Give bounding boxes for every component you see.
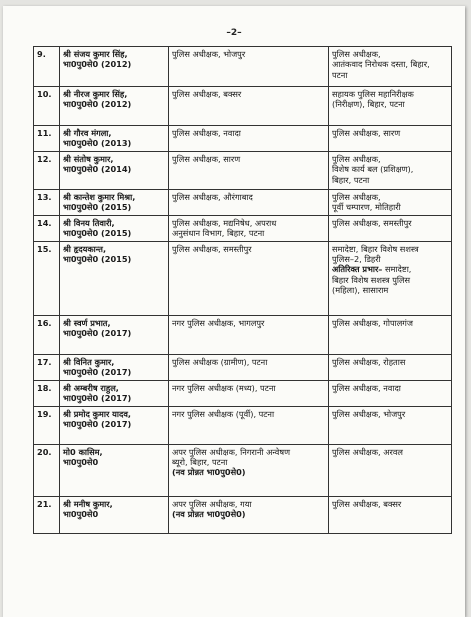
current-posting-line: पुलिस अधीक्षक, समस्तीपुर [172, 243, 252, 254]
new-posting [329, 151, 452, 189]
new-posting-line: पुलिस अधीक्षक, [332, 153, 381, 164]
table-row [34, 380, 452, 406]
new-posting [329, 215, 452, 241]
promotion-note: (नव प्रोन्नत भा0पु0से0) [172, 467, 246, 478]
officer-batch: भा0पु0से0 (2017) [63, 419, 132, 430]
new-posting-line: विशेष कार्य बल (प्रशिक्षण), [332, 164, 414, 175]
new-posting-line: समादेष्टा, बिहार विशेष सशस्त्र [332, 243, 419, 254]
serial-number: 15. [34, 241, 60, 315]
new-posting [329, 126, 452, 152]
table-row [34, 496, 452, 533]
new-posting-line: पुलिस अधीक्षक, नवादा [332, 382, 401, 393]
current-posting [169, 444, 329, 496]
officer-cell [60, 215, 169, 241]
serial-number: 13. [34, 189, 60, 215]
current-posting-line: नगर पुलिस अधीक्षक (मध्य), पटना [172, 382, 276, 393]
new-posting-line: पुलिस अधीक्षक, सारण [332, 128, 401, 138]
current-posting-line: पुलिस अधीक्षक, औरंगाबाद [172, 191, 253, 202]
additional-charge-line: (महिला), सासाराम [332, 285, 389, 296]
serial-number: 11. [34, 126, 60, 152]
current-posting [169, 315, 329, 354]
current-posting [169, 47, 329, 87]
new-posting-line: पटना [332, 69, 348, 80]
new-posting-line: आतंकवाद निरोधक दस्ता, बिहार, [332, 59, 430, 70]
officer-batch: भा0पु0से0 (2017) [63, 367, 132, 378]
officer-name: श्री अम्बरीष राहुल, [63, 382, 119, 393]
new-posting [329, 241, 452, 315]
officer-batch: भा0पु0से0 (2015) [63, 202, 132, 213]
officer-cell [60, 47, 169, 87]
table-row [34, 241, 452, 315]
officer-name: श्री विनित कुमार, [63, 356, 115, 367]
officer-name: श्री नीरज कुमार सिंह, [63, 89, 128, 99]
serial-number: 9. [34, 47, 60, 87]
officer-batch: भा0पु0से0 [63, 509, 99, 520]
officer-name: श्री हृदयकान्त, [63, 243, 107, 254]
current-posting [169, 126, 329, 152]
new-posting-line: पुलिस अधीक्षक, भोजपुर [332, 408, 406, 419]
officer-name: श्री प्रमोद कुमार यादव, [63, 408, 132, 419]
current-posting-line: नगर पुलिस अधीक्षक (पूर्वी), पटना [172, 408, 275, 419]
officer-cell [60, 241, 169, 315]
new-posting-line: पुलिस अधीक्षक, [332, 191, 381, 202]
new-posting [329, 189, 452, 215]
serial-number: 14. [34, 215, 60, 241]
current-posting-line: नगर पुलिस अधीक्षक, भागलपुर [172, 317, 265, 328]
additional-charge-text: समादेष्टा, [382, 264, 412, 275]
officer-cell [60, 406, 169, 444]
current-posting-line: अनुसंधान विभाग, बिहार, पटना [172, 228, 265, 239]
current-posting-line: अपर पुलिस अधीक्षक, निगरानी अन्वेषण [172, 446, 291, 457]
new-posting [329, 47, 452, 87]
officer-cell [60, 151, 169, 189]
current-posting-line: पुलिस अधीक्षक, नवादा [172, 128, 241, 138]
officer-batch: भा0पु0से0 (2013) [63, 138, 132, 149]
officer-name: श्री मनीष कुमार, [63, 498, 113, 509]
new-posting [329, 380, 452, 406]
current-posting [169, 151, 329, 189]
officer-cell [60, 315, 169, 354]
officer-name: श्री विनय तिवारी, [63, 217, 115, 228]
officer-cell [60, 496, 169, 533]
table-row [34, 87, 452, 126]
officer-batch: भा0पु0से0 (2012) [63, 99, 132, 110]
new-posting [329, 354, 452, 380]
new-posting-line: सहायक पुलिस महानिरीक्षक [332, 89, 414, 99]
table-row [34, 189, 452, 215]
new-posting-line: पुलिस अधीक्षक, समस्तीपुर [332, 217, 412, 228]
table-row [34, 151, 452, 189]
officer-name: श्री संतोष कुमार, [63, 153, 114, 164]
transfer-table [33, 46, 452, 534]
document-page [3, 6, 465, 617]
table-row [34, 444, 452, 496]
officer-batch: भा0पु0से0 (2015) [63, 228, 132, 239]
table-row [34, 215, 452, 241]
new-posting-line: बिहार, पटना [332, 174, 370, 185]
current-posting-line: ब्यूरो, बिहार, पटना [172, 457, 228, 468]
new-posting-line: पूर्वी चम्पारण, मोतिहारी [332, 202, 401, 213]
current-posting [169, 496, 329, 533]
officer-batch: भा0पु0से0 (2017) [63, 328, 132, 339]
table-row [34, 354, 452, 380]
serial-number: 18. [34, 380, 60, 406]
current-posting [169, 241, 329, 315]
current-posting-line: पुलिस अधीक्षक, बक्सर [172, 89, 242, 99]
page-number: –2– [226, 28, 242, 38]
officer-cell [60, 87, 169, 126]
new-posting-line: (निरीक्षण), बिहार, पटना [332, 99, 405, 110]
officer-batch: भा0पु0से0 (2014) [63, 164, 132, 175]
officer-cell [60, 444, 169, 496]
officer-cell [60, 126, 169, 152]
new-posting [329, 406, 452, 444]
officer-cell [60, 189, 169, 215]
serial-number: 10. [34, 87, 60, 126]
new-posting-line: पुलिस–2, डिहरी [332, 254, 381, 265]
current-posting-line: पुलिस अधीक्षक (ग्रामीण), पटना [172, 356, 268, 367]
current-posting [169, 354, 329, 380]
serial-number: 17. [34, 354, 60, 380]
current-posting [169, 189, 329, 215]
serial-number: 21. [34, 496, 60, 533]
new-posting [329, 315, 452, 354]
officer-name: मो0 कासिम, [63, 446, 103, 457]
serial-number: 19. [34, 406, 60, 444]
officer-cell [60, 380, 169, 406]
serial-number: 20. [34, 444, 60, 496]
current-posting [169, 215, 329, 241]
officer-batch: भा0पु0से0 (2015) [63, 254, 132, 265]
new-posting-line: पुलिस अधीक्षक, [332, 49, 381, 59]
current-posting-line: पुलिस अधीक्षक, सारण [172, 153, 241, 164]
officer-batch: भा0पु0से0 (2012) [63, 59, 132, 70]
new-posting-line: पुलिस अधीक्षक, बक्सर [332, 498, 402, 509]
new-posting [329, 496, 452, 533]
additional-charge-line: बिहार विशेष सशस्त्र पुलिस [332, 274, 411, 285]
officer-batch: भा0पु0से0 [63, 457, 99, 468]
officer-name: श्री स्वर्ण प्रभात, [63, 317, 111, 328]
new-posting-line: पुलिस अधीक्षक, अरवल [332, 446, 403, 457]
new-posting [329, 87, 452, 126]
serial-number: 16. [34, 315, 60, 354]
current-posting-line: पुलिस अधीक्षक, मद्यनिषेध, अपराध [172, 217, 277, 228]
current-posting [169, 380, 329, 406]
new-posting-line: पुलिस अधीक्षक, रोहतास [332, 356, 406, 367]
officer-batch: भा0पु0से0 (2017) [63, 393, 132, 404]
current-posting-line: पुलिस अधीक्षक, भोजपुर [172, 49, 246, 59]
table-row [34, 315, 452, 354]
current-posting [169, 406, 329, 444]
table-row [34, 406, 452, 444]
officer-name: श्री कान्तेश कुमार मिश्रा, [63, 191, 136, 202]
additional-charge-label: अतिरिक्त प्रभार– [332, 264, 383, 275]
table-row [34, 47, 452, 87]
promotion-note: (नव प्रोन्नत भा0पु0से0) [172, 509, 246, 520]
new-posting-line: पुलिस अधीक्षक, गोपालगंज [332, 317, 413, 328]
current-posting [169, 87, 329, 126]
serial-number: 12. [34, 151, 60, 189]
officer-name: श्री संजय कुमार सिंह, [63, 49, 128, 59]
officer-cell [60, 354, 169, 380]
current-posting-line: अपर पुलिस अधीक्षक, गया [172, 498, 252, 509]
officer-name: श्री गौरव मंगला, [63, 128, 112, 138]
new-posting [329, 444, 452, 496]
additional-charge [332, 264, 448, 274]
table-row [34, 126, 452, 152]
